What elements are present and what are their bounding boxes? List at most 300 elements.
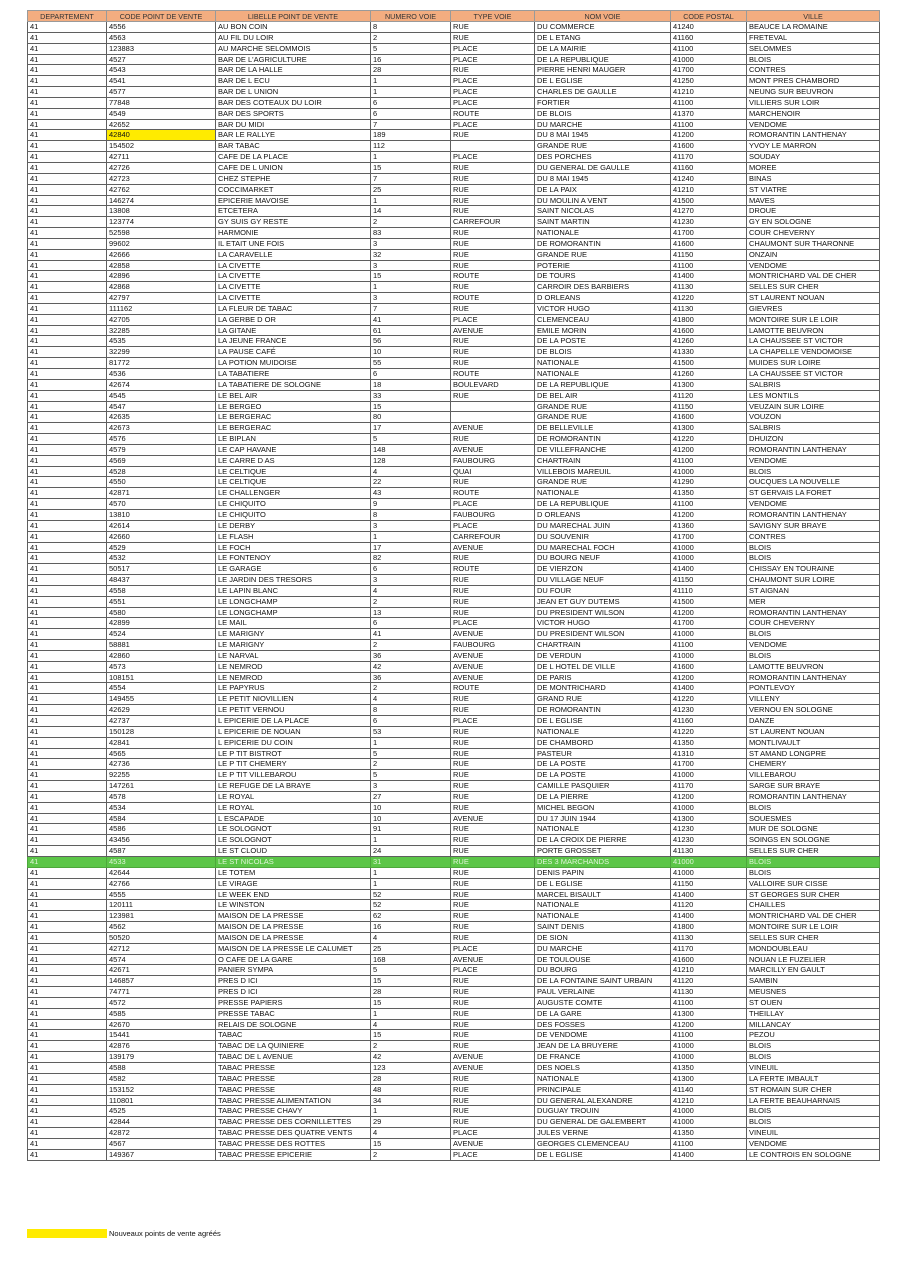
cell-nom-voie: MICHEL BEGON [535, 802, 671, 813]
table-row [28, 672, 880, 683]
cell-ville: VOUZON [747, 412, 880, 423]
cell-ville: MARCHENOIR [747, 108, 880, 119]
cell-ville: BLOIS [747, 629, 880, 640]
cell-numero-voie: 1 [371, 87, 451, 98]
cell-type-voie: RUE [451, 987, 535, 998]
cell-code-postal: 41000 [671, 650, 747, 661]
cell-numero-voie: 7 [371, 303, 451, 314]
cell-code-point-de-vente: 42670 [107, 1019, 216, 1030]
table-row [28, 1030, 880, 1041]
cell-type-voie: ROUTE [451, 271, 535, 282]
cell-libelle-point-de-vente: LE WINSTON [216, 900, 371, 911]
cell-departement: 41 [28, 520, 107, 531]
cell-ville: ST LAURENT NOUAN [747, 726, 880, 737]
table-row [28, 130, 880, 141]
cell-nom-voie: DES PORCHES [535, 152, 671, 163]
cell-libelle-point-de-vente: AU FIL DU LOIR [216, 32, 371, 43]
cell-code-point-de-vente: 147261 [107, 781, 216, 792]
cell-nom-voie: JEAN ET GUY DUTEMS [535, 596, 671, 607]
cell-type-voie: AVENUE [451, 954, 535, 965]
cell-code-point-de-vente: 42614 [107, 520, 216, 531]
cell-numero-voie: 2 [371, 759, 451, 770]
cell-type-voie: PLACE [451, 1149, 535, 1160]
cell-ville: CONTRES [747, 531, 880, 542]
table-row [28, 564, 880, 575]
cell-type-voie: AVENUE [451, 325, 535, 336]
cell-code-postal: 41130 [671, 282, 747, 293]
cell-numero-voie: 16 [371, 922, 451, 933]
cell-type-voie: RUE [451, 1073, 535, 1084]
cell-departement: 41 [28, 911, 107, 922]
cell-libelle-point-de-vente: LA FLEUR DE TABAC [216, 303, 371, 314]
cell-code-point-de-vente: 92255 [107, 770, 216, 781]
cell-type-voie: PLACE [451, 618, 535, 629]
cell-nom-voie: DU GENERAL DE GAULLE [535, 162, 671, 173]
cell-nom-voie: DE LA CROIX DE PIERRE [535, 835, 671, 846]
cell-type-voie: RUE [451, 878, 535, 889]
cell-code-point-de-vente: 42737 [107, 716, 216, 727]
cell-code-point-de-vente: 50517 [107, 564, 216, 575]
table-row [28, 629, 880, 640]
cell-departement: 41 [28, 423, 107, 434]
cell-ville: MONTRICHARD VAL DE CHER [747, 271, 880, 282]
cell-type-voie: RUE [451, 705, 535, 716]
cell-type-voie: RUE [451, 575, 535, 586]
cell-numero-voie: 32 [371, 249, 451, 260]
cell-ville: MONTLIVAULT [747, 737, 880, 748]
cell-code-postal: 41600 [671, 141, 747, 152]
cell-code-point-de-vente: 13808 [107, 206, 216, 217]
cell-departement: 41 [28, 1063, 107, 1074]
cell-numero-voie: 1 [371, 1008, 451, 1019]
cell-type-voie: RUE [451, 781, 535, 792]
cell-code-postal: 41220 [671, 726, 747, 737]
cell-nom-voie: DE LA REPUBLIQUE [535, 54, 671, 65]
table-row [28, 650, 880, 661]
cell-departement: 41 [28, 238, 107, 249]
table-row [28, 477, 880, 488]
cell-numero-voie: 168 [371, 954, 451, 965]
cell-libelle-point-de-vente: LA PAUSE CAFÉ [216, 347, 371, 358]
cell-libelle-point-de-vente: LA TABATIERE DE SOLOGNE [216, 379, 371, 390]
column-header-nom-voie: NOM VOIE [535, 11, 671, 22]
table-row [28, 911, 880, 922]
cell-numero-voie: 42 [371, 661, 451, 672]
cell-nom-voie: NATIONALE [535, 911, 671, 922]
cell-code-point-de-vente: 4574 [107, 954, 216, 965]
cell-departement: 41 [28, 846, 107, 857]
cell-type-voie: PLACE [451, 76, 535, 87]
cell-code-postal: 41300 [671, 813, 747, 824]
table-row [28, 509, 880, 520]
cell-departement: 41 [28, 22, 107, 33]
cell-code-point-de-vente: 42723 [107, 173, 216, 184]
cell-code-postal: 41100 [671, 640, 747, 651]
cell-libelle-point-de-vente: LE VIRAGE [216, 878, 371, 889]
cell-type-voie: RUE [451, 867, 535, 878]
cell-libelle-point-de-vente: LE TOTEM [216, 867, 371, 878]
table-row [28, 683, 880, 694]
cell-code-point-de-vente: 4534 [107, 802, 216, 813]
cell-code-postal: 41200 [671, 672, 747, 683]
cell-type-voie: PLACE [451, 87, 535, 98]
cell-numero-voie: 2 [371, 32, 451, 43]
cell-code-postal: 41230 [671, 835, 747, 846]
cell-code-point-de-vente: 42872 [107, 1128, 216, 1139]
cell-ville: SAVIGNY SUR BRAYE [747, 520, 880, 531]
cell-numero-voie: 52 [371, 900, 451, 911]
cell-nom-voie: DUGUAY TROUIN [535, 1106, 671, 1117]
cell-libelle-point-de-vente: MAISON DE LA PRESSE [216, 922, 371, 933]
cell-ville: MUIDES SUR LOIRE [747, 358, 880, 369]
cell-nom-voie: DE BEL AIR [535, 390, 671, 401]
cell-libelle-point-de-vente: LE WEEK END [216, 889, 371, 900]
cell-libelle-point-de-vente: LE CAP HAVANE [216, 444, 371, 455]
cell-numero-voie: 15 [371, 976, 451, 987]
cell-libelle-point-de-vente: LA CIVETTE [216, 260, 371, 271]
cell-departement: 41 [28, 130, 107, 141]
cell-type-voie: RUE [451, 1041, 535, 1052]
cell-code-postal: 41100 [671, 97, 747, 108]
cell-code-postal: 41500 [671, 195, 747, 206]
cell-libelle-point-de-vente: PRES D ICI [216, 976, 371, 987]
table-row [28, 781, 880, 792]
cell-departement: 41 [28, 282, 107, 293]
cell-ville: ROMORANTIN LANTHENAY [747, 509, 880, 520]
cell-ville: ONZAIN [747, 249, 880, 260]
cell-numero-voie: 10 [371, 347, 451, 358]
cell-libelle-point-de-vente: TABAC PRESSE [216, 1073, 371, 1084]
cell-numero-voie: 6 [371, 564, 451, 575]
cell-code-point-de-vente: 4586 [107, 824, 216, 835]
cell-libelle-point-de-vente: LE FOCH [216, 542, 371, 553]
cell-ville: BLOIS [747, 1117, 880, 1128]
cell-nom-voie: DE LA POSTE [535, 759, 671, 770]
cell-code-postal: 41200 [671, 444, 747, 455]
cell-code-point-de-vente: 42868 [107, 282, 216, 293]
cell-code-postal: 41350 [671, 1063, 747, 1074]
cell-code-postal: 41130 [671, 303, 747, 314]
cell-nom-voie: PORTE GROSSET [535, 846, 671, 857]
cell-ville: NEUNG SUR BEUVRON [747, 87, 880, 98]
cell-type-voie [451, 412, 535, 423]
cell-libelle-point-de-vente: LE LAPIN BLANC [216, 585, 371, 596]
cell-nom-voie: VICTOR HUGO [535, 303, 671, 314]
cell-libelle-point-de-vente: LE REFUGE DE LA BRAYE [216, 781, 371, 792]
cell-code-point-de-vente: 4576 [107, 434, 216, 445]
cell-numero-voie: 28 [371, 987, 451, 998]
cell-code-postal: 41240 [671, 22, 747, 33]
cell-type-voie: ROUTE [451, 488, 535, 499]
cell-nom-voie: DE VERDUN [535, 650, 671, 661]
cell-code-postal: 41700 [671, 618, 747, 629]
cell-code-point-de-vente: 4556 [107, 22, 216, 33]
cell-ville: VENDOME [747, 499, 880, 510]
cell-code-postal: 41700 [671, 228, 747, 239]
cell-libelle-point-de-vente: LE P TIT CHEMERY [216, 759, 371, 770]
cell-nom-voie: DE BLOIS [535, 347, 671, 358]
cell-ville: SELLES SUR CHER [747, 282, 880, 293]
cell-departement: 41 [28, 390, 107, 401]
cell-ville: PEZOU [747, 1030, 880, 1041]
cell-code-postal: 41400 [671, 889, 747, 900]
cell-code-postal: 41210 [671, 87, 747, 98]
cell-code-postal: 41120 [671, 976, 747, 987]
cell-numero-voie: 43 [371, 488, 451, 499]
table-body [28, 22, 880, 1161]
cell-libelle-point-de-vente: LE CELTIQUE [216, 477, 371, 488]
cell-ville: MAVES [747, 195, 880, 206]
table-row [28, 553, 880, 564]
cell-departement: 41 [28, 1138, 107, 1149]
table-row [28, 54, 880, 65]
cell-departement: 41 [28, 802, 107, 813]
cell-departement: 41 [28, 878, 107, 889]
cell-numero-voie: 15 [371, 997, 451, 1008]
cell-libelle-point-de-vente: LE MAIL [216, 618, 371, 629]
cell-departement: 41 [28, 336, 107, 347]
cell-code-postal: 41000 [671, 542, 747, 553]
cell-departement: 41 [28, 997, 107, 1008]
cell-departement: 41 [28, 1149, 107, 1160]
table-row [28, 271, 880, 282]
cell-numero-voie: 17 [371, 542, 451, 553]
cell-type-voie: RUE [451, 249, 535, 260]
cell-libelle-point-de-vente: TABAC PRESSE CHAVY [216, 1106, 371, 1117]
cell-libelle-point-de-vente: LE MARIGNY [216, 640, 371, 651]
cell-departement: 41 [28, 173, 107, 184]
cell-code-postal: 41130 [671, 987, 747, 998]
cell-type-voie: AVENUE [451, 813, 535, 824]
cell-code-postal: 41210 [671, 1095, 747, 1106]
cell-code-point-de-vente: 42711 [107, 152, 216, 163]
cell-departement: 41 [28, 922, 107, 933]
cell-libelle-point-de-vente: BAR LE RALLYE [216, 130, 371, 141]
cell-nom-voie: GRANDE RUE [535, 401, 671, 412]
cell-ville: MONTRICHARD VAL DE CHER [747, 911, 880, 922]
table-row [28, 65, 880, 76]
cell-code-point-de-vente: 4579 [107, 444, 216, 455]
cell-departement: 41 [28, 987, 107, 998]
cell-code-point-de-vente: 42705 [107, 314, 216, 325]
cell-numero-voie: 1 [371, 531, 451, 542]
cell-code-point-de-vente: 146857 [107, 976, 216, 987]
table-row [28, 1008, 880, 1019]
cell-code-postal: 41600 [671, 325, 747, 336]
table-row [28, 705, 880, 716]
table-row [28, 520, 880, 531]
cell-code-postal: 41400 [671, 564, 747, 575]
cell-ville: BLOIS [747, 856, 880, 867]
table-row [28, 260, 880, 271]
cell-libelle-point-de-vente: O CAFE DE LA GARE [216, 954, 371, 965]
cell-libelle-point-de-vente: LE FLASH [216, 531, 371, 542]
cell-libelle-point-de-vente: TABAC PRESSE ALIMENTATION [216, 1095, 371, 1106]
cell-type-voie: RUE [451, 726, 535, 737]
cell-ville: VENDOME [747, 455, 880, 466]
cell-code-postal: 41300 [671, 1073, 747, 1084]
table-row [28, 76, 880, 87]
cell-nom-voie: DU PRESIDENT WILSON [535, 607, 671, 618]
cell-nom-voie: DU COMMERCE [535, 22, 671, 33]
cell-numero-voie: 148 [371, 444, 451, 455]
cell-ville: VALLOIRE SUR CISSE [747, 878, 880, 889]
cell-type-voie: RUE [451, 1019, 535, 1030]
cell-ville: ST ROMAIN SUR CHER [747, 1084, 880, 1095]
legend-label: Nouveaux points de vente agréés [109, 1229, 221, 1238]
cell-type-voie [451, 141, 535, 152]
cell-type-voie: RUE [451, 596, 535, 607]
cell-ville: ST VIATRE [747, 184, 880, 195]
cell-numero-voie: 16 [371, 54, 451, 65]
cell-departement: 41 [28, 694, 107, 705]
cell-departement: 41 [28, 629, 107, 640]
cell-code-point-de-vente: 42652 [107, 119, 216, 130]
cell-code-point-de-vente: 42736 [107, 759, 216, 770]
cell-departement: 41 [28, 835, 107, 846]
cell-ville: BEAUCE LA ROMAINE [747, 22, 880, 33]
cell-code-postal: 41260 [671, 336, 747, 347]
cell-type-voie: RUE [451, 1008, 535, 1019]
cell-numero-voie: 123 [371, 1063, 451, 1074]
cell-ville: SOINGS EN SOLOGNE [747, 835, 880, 846]
cell-type-voie: ROUTE [451, 564, 535, 575]
cell-type-voie: BOULEVARD [451, 379, 535, 390]
table-row [28, 141, 880, 152]
table-row [28, 716, 880, 727]
cell-departement: 41 [28, 900, 107, 911]
cell-ville: MONT PRES CHAMBORD [747, 76, 880, 87]
cell-numero-voie: 33 [371, 390, 451, 401]
cell-ville: FRETEVAL [747, 32, 880, 43]
cell-code-point-de-vente: 4569 [107, 455, 216, 466]
cell-nom-voie: SAINT MARTIN [535, 217, 671, 228]
cell-ville: MILLANCAY [747, 1019, 880, 1030]
cell-type-voie: PLACE [451, 965, 535, 976]
cell-type-voie: ROUTE [451, 108, 535, 119]
cell-libelle-point-de-vente: LE PETIT VERNOU [216, 705, 371, 716]
cell-code-postal: 41100 [671, 43, 747, 54]
cell-code-point-de-vente: 42635 [107, 412, 216, 423]
cell-type-voie: RUE [451, 336, 535, 347]
cell-libelle-point-de-vente: AU MARCHE SELOMMOIS [216, 43, 371, 54]
cell-code-postal: 41600 [671, 412, 747, 423]
table-row [28, 932, 880, 943]
table-row [28, 1106, 880, 1117]
table-row [28, 184, 880, 195]
cell-code-postal: 41360 [671, 520, 747, 531]
cell-nom-voie: DES NOELS [535, 1063, 671, 1074]
cell-type-voie: RUE [451, 770, 535, 781]
cell-libelle-point-de-vente: LE NEMROD [216, 672, 371, 683]
cell-code-postal: 41330 [671, 347, 747, 358]
cell-type-voie: RUE [451, 173, 535, 184]
cell-libelle-point-de-vente: BAR DES COTEAUX DU LOIR [216, 97, 371, 108]
cell-libelle-point-de-vente: IL ETAIT UNE FOIS [216, 238, 371, 249]
cell-type-voie: AVENUE [451, 650, 535, 661]
cell-code-postal: 41300 [671, 423, 747, 434]
table-row [28, 238, 880, 249]
cell-type-voie: RUE [451, 206, 535, 217]
cell-departement: 41 [28, 1008, 107, 1019]
cell-libelle-point-de-vente: PRESSE TABAC [216, 1008, 371, 1019]
cell-nom-voie: DU 8 MAI 1945 [535, 173, 671, 184]
table-row [28, 1063, 880, 1074]
cell-numero-voie: 6 [371, 108, 451, 119]
cell-numero-voie: 24 [371, 846, 451, 857]
cell-code-point-de-vente: 4550 [107, 477, 216, 488]
cell-nom-voie: AUGUSTE COMTE [535, 997, 671, 1008]
table-row [28, 358, 880, 369]
table-row [28, 835, 880, 846]
table-row [28, 466, 880, 477]
cell-libelle-point-de-vente: LE P TIT BISTROT [216, 748, 371, 759]
table-row [28, 748, 880, 759]
cell-code-point-de-vente: 4563 [107, 32, 216, 43]
cell-libelle-point-de-vente: AU BON COIN [216, 22, 371, 33]
cell-departement: 41 [28, 228, 107, 239]
cell-departement: 41 [28, 943, 107, 954]
cell-code-postal: 41270 [671, 206, 747, 217]
table-row [28, 824, 880, 835]
cell-departement: 41 [28, 455, 107, 466]
cell-nom-voie: DU SOUVENIR [535, 531, 671, 542]
cell-libelle-point-de-vente: LA GERBE D OR [216, 314, 371, 325]
cell-ville: THEILLAY [747, 1008, 880, 1019]
cell-type-voie: RUE [451, 22, 535, 33]
cell-numero-voie: 41 [371, 314, 451, 325]
cell-nom-voie: DE VENDOME [535, 1030, 671, 1041]
cell-code-point-de-vente: 4562 [107, 922, 216, 933]
cell-type-voie: AVENUE [451, 672, 535, 683]
cell-numero-voie: 1 [371, 1106, 451, 1117]
cell-departement: 41 [28, 1073, 107, 1084]
cell-numero-voie: 2 [371, 1149, 451, 1160]
cell-departement: 41 [28, 726, 107, 737]
table-row [28, 802, 880, 813]
cell-numero-voie: 10 [371, 802, 451, 813]
cell-ville: BLOIS [747, 1041, 880, 1052]
table-row [28, 726, 880, 737]
cell-libelle-point-de-vente: LE CELTIQUE [216, 466, 371, 477]
column-header-numero-voie: NUMERO VOIE [371, 11, 451, 22]
cell-code-point-de-vente: 42871 [107, 488, 216, 499]
cell-numero-voie: 8 [371, 22, 451, 33]
cell-nom-voie: DU MARCHE [535, 943, 671, 954]
cell-type-voie: RUE [451, 1095, 535, 1106]
cell-type-voie: RUE [451, 997, 535, 1008]
cell-ville: ROMORANTIN LANTHENAY [747, 444, 880, 455]
cell-type-voie: RUE [451, 759, 535, 770]
cell-nom-voie: EMILE MORIN [535, 325, 671, 336]
cell-ville: GIEVRES [747, 303, 880, 314]
cell-libelle-point-de-vente: LA CIVETTE [216, 293, 371, 304]
cell-numero-voie: 25 [371, 184, 451, 195]
cell-numero-voie: 41 [371, 629, 451, 640]
cell-code-postal: 41210 [671, 965, 747, 976]
cell-code-postal: 41100 [671, 1138, 747, 1149]
cell-libelle-point-de-vente: LA CIVETTE [216, 271, 371, 282]
cell-ville: LE CONTROIS EN SOLOGNE [747, 1149, 880, 1160]
cell-departement: 41 [28, 434, 107, 445]
cell-ville: OUCQUES LA NOUVELLE [747, 477, 880, 488]
cell-libelle-point-de-vente: LE NEMROD [216, 661, 371, 672]
table-row [28, 87, 880, 98]
cell-type-voie: RUE [451, 162, 535, 173]
cell-numero-voie: 15 [371, 162, 451, 173]
cell-numero-voie: 25 [371, 943, 451, 954]
table-row [28, 976, 880, 987]
